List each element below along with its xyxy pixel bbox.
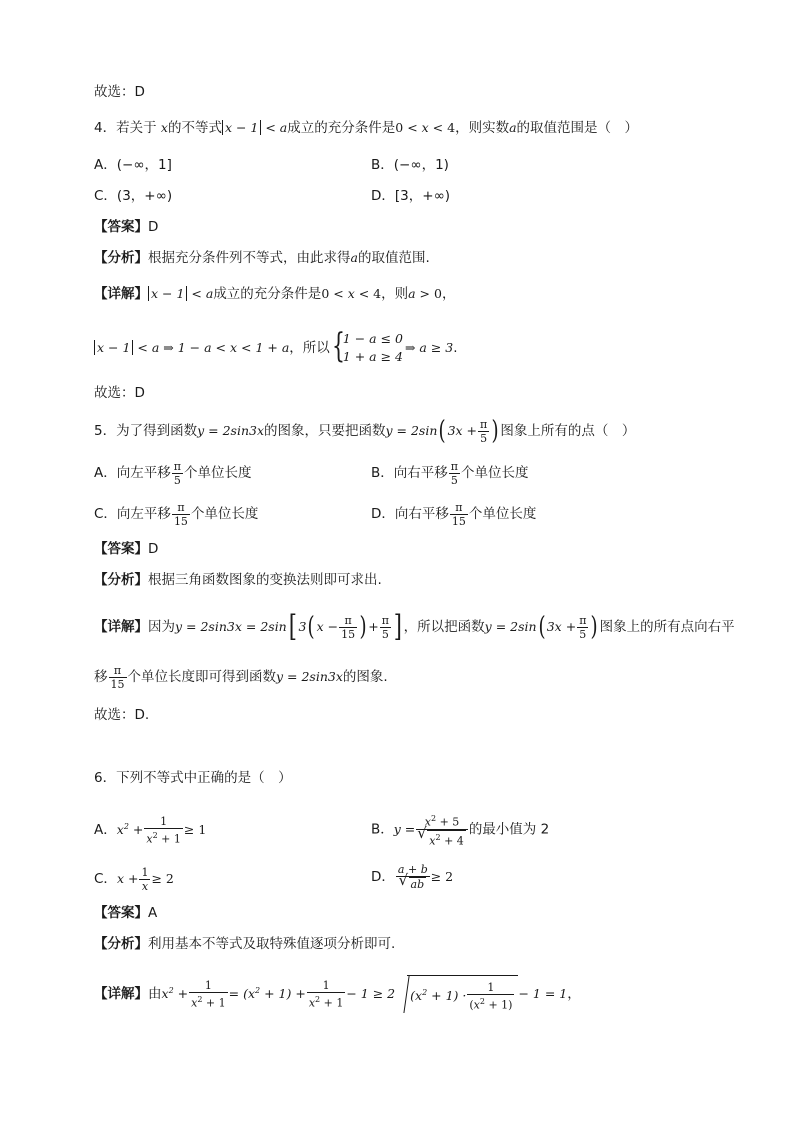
q6-option-d: D． a + b √ ab ≥ 2 (371, 862, 453, 892)
q5-option-b: B．向右平移 $\frac{\pi}{5}$ 个单位长度 (371, 459, 529, 487)
q4-answer: 【答案】D (94, 219, 159, 235)
q5-option-a: A．向左平移 $\frac{\pi}{5}$ 个单位长度 (94, 459, 252, 487)
q6-option-b: B．y = $x^2 + 5$ √ $x^2 + 4$ 的最小值为 2 (371, 812, 549, 847)
q6-stem: 6．下列不等式中正确的是（ ） (94, 770, 292, 786)
q6-detail: 【详解】由$x^2$ + $\frac{1}{x^2 + 1}$ = $(x^2 + 1)$ + $\frac{1}{x^2 + 1}$ − 1 ≥ 2 $(x^2 + 1)$ · $\frac{1}{(x^2 + 1)}$ − 1 = 1， (94, 974, 581, 1013)
q6-option-c: C．x + $\frac{1}{x}$ ≥ 2 (94, 865, 174, 893)
q5-choose: 故选：D. (94, 707, 150, 723)
q5-detail: 【详解】因为y = 2sin3x = 2sin[ 3( x − $\frac{\pi}{15}$ ) + $\frac{\pi}{5}$ ] ，所以把函数y = 2sin( 3x + $\frac{\pi}{5}$ ) 图象上的所有点向右平 (94, 609, 735, 644)
q6-analysis: 【分析】利用基本不等式及取特殊值逐项分析即可. (94, 936, 396, 952)
q4-inequality-system: { 1 − a ≤ 0 1 + a ≥ 4 (331, 326, 403, 366)
q4-stem: 4．若关于 x的不等式 x − 1 < a成立的充分条件是0 < x < 4，则实数a的取值范围是（ ） (94, 120, 639, 136)
q5-stem: 5．为了得到函数y = 2sin3x的图象，只要把函数y = 2sin( 3x + $\frac{\pi}{5}$ ) 图象上所有的点（ ） (94, 416, 636, 446)
q5-option-c: C．向左平移 $\frac{\pi}{15}$ 个单位长度 (94, 500, 259, 528)
q3-choose: 故选：D (94, 84, 145, 100)
q4-detail: 【详解】 x − 1 < a成立的充分条件是0 < x < 4，则a > 0， (94, 286, 456, 302)
q4-option-c: C．(3，+∞) (94, 188, 173, 204)
q5-analysis: 【分析】根据三角函数图象的变换法则即可求出. (94, 572, 382, 588)
q4-option-a: A．(−∞，1] (94, 157, 172, 173)
q6-option-a: A．$x^2$ + $\frac{1}{x^2 + 1}$ ≥ 1 (94, 814, 207, 846)
q4-choose: 故选：D (94, 385, 145, 401)
q4-option-b: B．(−∞，1) (371, 157, 449, 173)
q6-answer: 【答案】A (94, 905, 158, 921)
q5-detail-cont: 移 $\frac{\pi}{15}$ 个单位长度即可得到函数y = 2sin3x的图象. (94, 663, 388, 691)
q4-detail-derivation: x − 1 < a ⇒ 1 − a < x < 1 + a，所以 { 1 − a ≤ 0 1 + a ≥ 4⇒ a ≥ 3. (94, 330, 458, 366)
q4-analysis: 【分析】根据充分条件列不等式，由此求得a的取值范围. (94, 250, 430, 266)
q5-option-d: D．向右平移 $\frac{\pi}{15}$ 个单位长度 (371, 500, 537, 528)
q5-answer: 【答案】D (94, 541, 159, 557)
q4-option-d: D．[3，+∞) (371, 188, 451, 204)
